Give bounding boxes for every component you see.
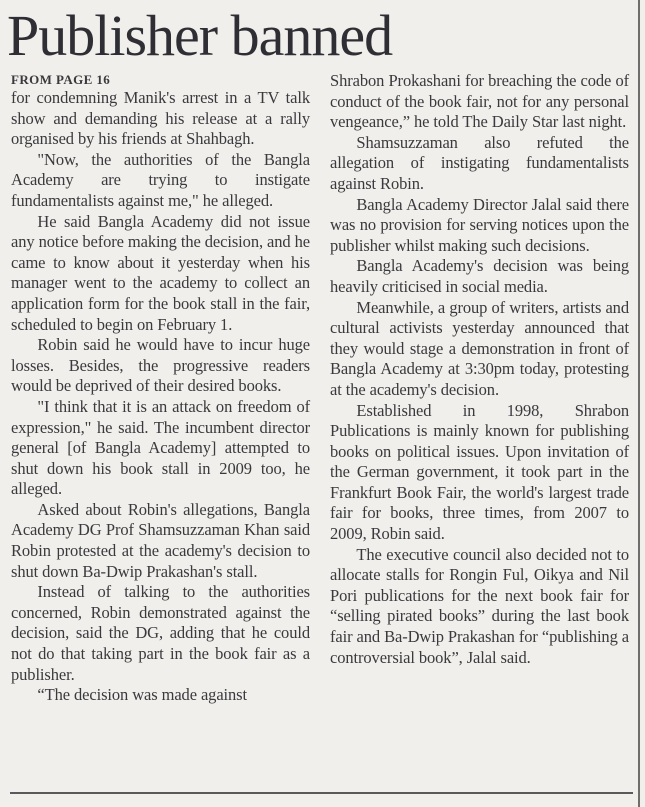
article-paragraph: "I think that it is an attack on freedom of expression," he said. The incumbent director general [of Bangla Academy] attempted to shut down his book stall in 2009 too, he alleged. bbox=[11, 396, 310, 499]
article-paragraph: Robin said he would have to incur huge losses. Besides, the progressive readers would be deprived of their desired books. bbox=[11, 335, 310, 396]
article-paragraph: "Now, the authorities of the Bangla Academy are trying to instigate fundamentalists against me," he alleged. bbox=[11, 149, 310, 210]
right-column bbox=[330, 71, 629, 706]
article-paragraph: He said Bangla Academy did not issue any notice before making the decision, and he came to know about it yesterday when his manager went to the academy to collect an application form for the book stall in the fair, scheduled to begin on February 1. bbox=[11, 211, 310, 334]
article-paragraph: Meanwhile, a group of writers, artists and cultural activists yesterday announced that they would stage a demonstration in front of Bangla Academy at 3:30pm today, protesting at the academy's decision. bbox=[330, 297, 629, 399]
article-paragraph: The executive council also decided not to allocate stalls for Rongin Ful, Oikya and Nil Pori publications for the next book fair for “selling pirated books” during the last book fair and Ba-Dwip Prakashan for “publishing a controversial book”, Jalal said. bbox=[330, 544, 629, 667]
article-paragraph: Shamsuzzaman also refuted the allegation of instigating fundamentalists against Robin. bbox=[330, 132, 629, 193]
right-column-divider-rule bbox=[638, 0, 640, 807]
article-paragraph: “The decision was made against bbox=[37, 685, 247, 705]
article-paragraph: Bangla Academy's decision was being heavily criticised in social media. bbox=[330, 256, 629, 296]
article-paragraph: Asked about Robin's allegations, Bangla Academy DG Prof Shamsuzzaman Khan said Robin protested at the academy's decision to shut down Ba-Dwip Prakashan's stall. bbox=[11, 499, 310, 581]
article-body bbox=[0, 68, 645, 706]
article-paragraph: Established in 1998, Shrabon Publications is mainly known for publishing books on political issues. Upon invitation of the German government, it took part in the Frankfurt Book Fair, the world's largest trade fair for books, three times, from 2007 to 2009, Robin said. bbox=[330, 400, 629, 544]
left-column bbox=[11, 71, 310, 706]
article-paragraph: for condemning Manik's arrest in a TV talk show and demanding his release at a rally organised by his friends at Shahbagh. bbox=[11, 88, 310, 149]
article-paragraph: Instead of talking to the authorities concerned, Robin demonstrated against the decision, said the DG, adding that he could not do that taking part in the book fair as a publisher. bbox=[11, 582, 310, 684]
continuation-label: FROM PAGE 16 bbox=[11, 72, 111, 87]
article-headline: Publisher banned bbox=[7, 3, 393, 68]
bottom-rule bbox=[10, 792, 633, 794]
article-paragraph: Bangla Academy Director Jalal said there was no provision for serving notices upon the publisher whilst making such decisions. bbox=[330, 194, 629, 255]
article-paragraph: Shrabon Prokashani for breaching the code of conduct of the book fair, not for any personal vengeance,” he told The Daily Star last night. bbox=[330, 71, 629, 132]
